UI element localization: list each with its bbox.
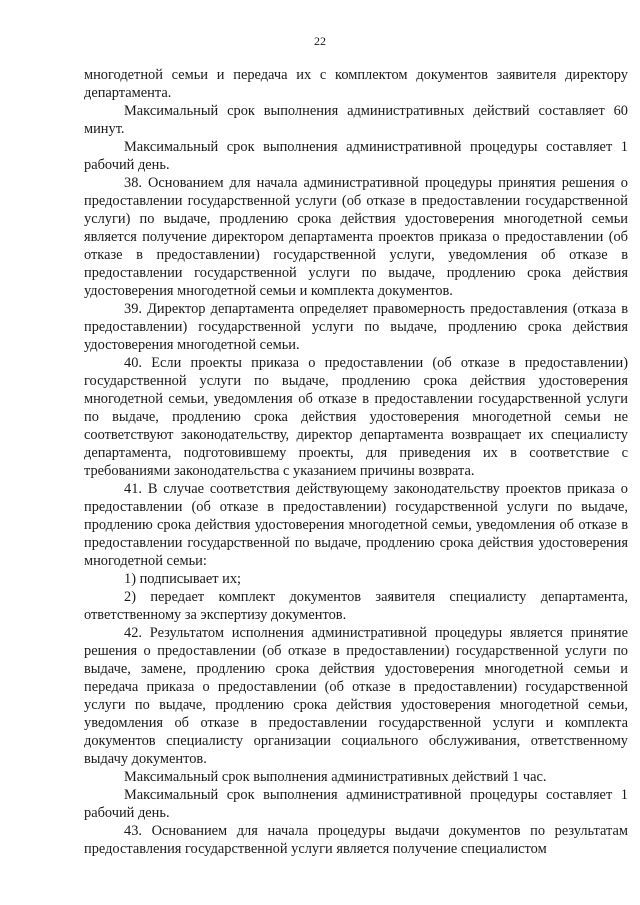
page-number: 22	[314, 34, 326, 48]
paragraph: 41. В случае соответствия действующему законодательству проектов приказа о предоставлении (об отказе в предоставлении) государственной услуги по выдаче, продлению срока действия удостоверения многодетной семьи, уведомления об отказе в предоставлении государственной по выдаче, продлению срока действия удостоверения многодетной семьи:	[84, 481, 628, 569]
paragraph: 1) подписывает их;	[124, 571, 242, 587]
paragraph: 2) передает комплект документов заявителя специалисту департамента, ответственному за экспертизу документов.	[84, 589, 628, 623]
paragraph: 43. Основанием для начала процедуры выдачи документов по результатам предоставления государственной услуги является получение специалистом	[84, 823, 628, 857]
paragraph: 39. Директор департамента определяет правомерность предоставления (отказа в предоставлении) государственной услуги по выдаче, продлению срока действия удостоверения многодетной семьи.	[84, 301, 628, 353]
document-body	[84, 66, 628, 858]
paragraph: Максимальный срок выполнения административных действий 1 час.	[124, 769, 547, 785]
paragraph: многодетной семьи и передача их с комплектом документов заявителя директору департамента.	[84, 67, 628, 101]
paragraph: 42. Результатом исполнения административной процедуры является принятие решения о предоставлении (об отказе в предоставлении) государственной услуги по выдаче, замене, продлению срока действия удостоверения многодетной семьи и передача приказа о предоставлении (об отказе в предоставлении) государственной услуги по выдаче, продлению срока действия удостоверения многодетной семьи, уведомления об отказе в предоставлении государственной услуги и комплекта документов специалисту организации социального обслуживания, ответственному выдачу документов.	[84, 625, 628, 767]
paragraph: Максимальный срок выполнения административной процедуры составляет 1 рабочий день.	[84, 139, 628, 173]
paragraph: Максимальный срок выполнения административных действий составляет 60 минут.	[84, 103, 628, 137]
paragraph: 38. Основанием для начала административной процедуры принятия решения о предоставлении государственной услуги (об отказе в предоставлении государственной услуги) по выдаче, продлению срока действия удостоверения многодетной семьи является получение директором департамента проектов приказа о предоставлении (об отказе в предоставлении) государственной услуги, уведомления об отказе в предоставлении государственной услуги по выдаче, продлению срока действия удостоверения многодетной семьи и комплекта документов.	[84, 175, 628, 299]
paragraph: 40. Если проекты приказа о предоставлении (об отказе в предоставлении) государственной услуги по выдаче, продлению срока действия удостоверения многодетной семьи, уведомления об отказе в предоставлении государственной услуги по выдаче, продлению срока действия удостоверения многодетной семьи не соответствуют законодательству, директор департамента возвращает их специалисту департамента, подготовившему проекты, для приведения их в соответствие с требованиями законодательства с указанием причины возврата.	[84, 355, 628, 479]
paragraph: Максимальный срок выполнения административной процедуры составляет 1 рабочий день.	[84, 787, 628, 821]
